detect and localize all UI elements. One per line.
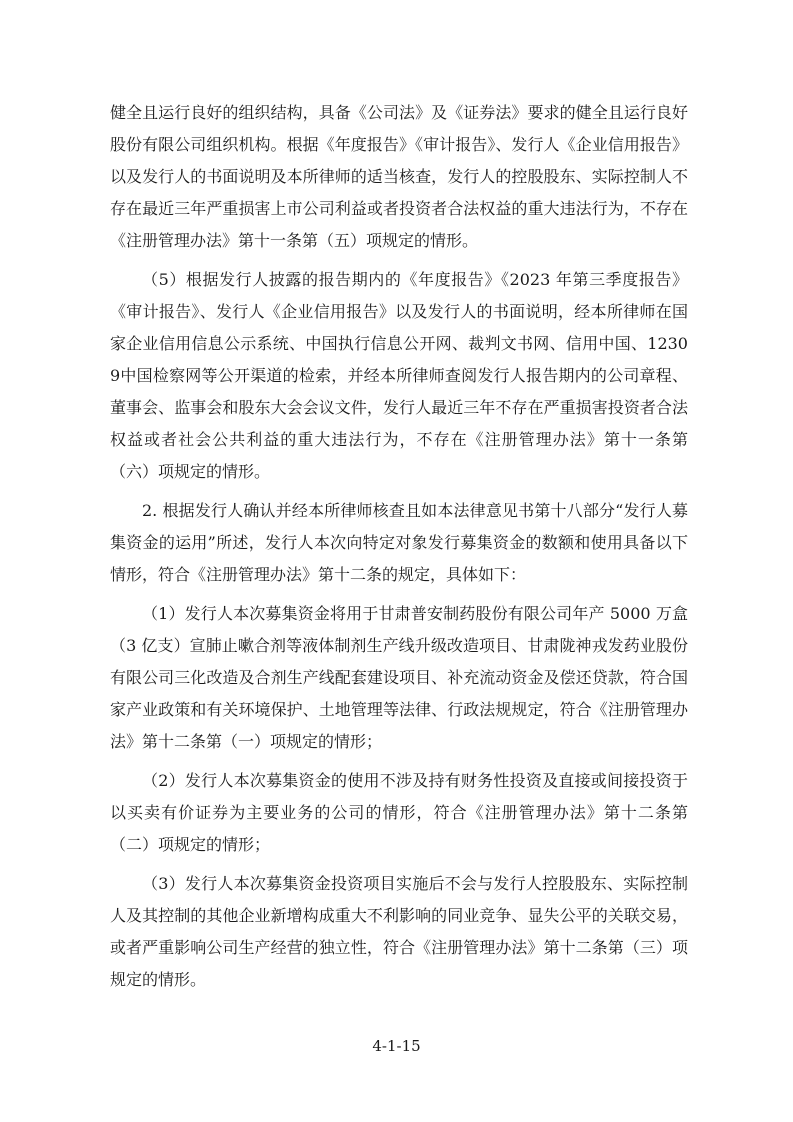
paragraph-item-3: （3）发行人本次募集资金投资项目实施后不会与发行人控股股东、实际控制人及其控制的其他企业新增构成重大不利影响的同业竞争、显失公平的关联交易，或者严重影响公司生产经营的独立性，符合《注册管理办法》第十二条第（三）项规定的情形。 <box>110 874 688 989</box>
document-body <box>110 97 688 1003</box>
paragraph-item-1: （1）发行人本次募集资金将用于甘肃普安制药股份有限公司年产 5000 万盒（3 亿支）宣肺止嗽合剂等液体制剂生产线升级改造项目、甘肃陇神戎发药业股份有限公司三化改造及合剂生产线配套建设项目、补充流动资金及偿还贷款，符合国家产业政策和有关环境保护、土地管理等法律、行政法规规定，符合《注册管理办法》第十二条第（一）项规定的情形； <box>110 604 688 751</box>
paragraph-item-5: （5）根据发行人披露的报告期内的《年度报告》《2023 年第三季度报告》《审计报告》、发行人《企业信用报告》以及发行人的书面说明，经本所律师在国家企业信用信息公示系统、中国执行信息公开网、裁判文书网、信用中国、12309中国检察网等公开渠道的检索，并经本所律师查阅发行人报告期内的公司章程、董事会、监事会和股东大会会议文件，发行人最近三年不存在严重损害投资者合法权益或者社会公共利益的重大违法行为，不存在《注册管理办法》第十一条第（六）项规定的情形。 <box>110 270 688 481</box>
paragraph-item-2: （2）发行人本次募集资金的使用不涉及持有财务性投资及直接或间接投资于以买卖有价证券为主要业务的公司的情形，符合《注册管理办法》第十二条第（二）项规定的情形； <box>110 771 688 854</box>
page-number: 4-1-15 <box>372 1037 421 1055</box>
paragraph-clause-2: 2. 根据发行人确认并经本所律师核查且如本法律意见书第十八部分“发行人募集资金的运用”所述，发行人本次向特定对象发行募集资金的数额和使用具备以下情形，符合《注册管理办法》第十二条的规定，具体如下： <box>110 501 688 584</box>
paragraph-continuation: 健全且运行良好的组织结构，具备《公司法》及《证券法》要求的健全且运行良好股份有限公司组织机构。根据《年度报告》《审计报告》、发行人《企业信用报告》以及发行人的书面说明及本所律师的适当核查，发行人的控股股东、实际控制人不存在最近三年严重损害上市公司利益或者投资者合法权益的重大违法行为，不存在《注册管理办法》第十一条第（五）项规定的情形。 <box>110 103 688 250</box>
